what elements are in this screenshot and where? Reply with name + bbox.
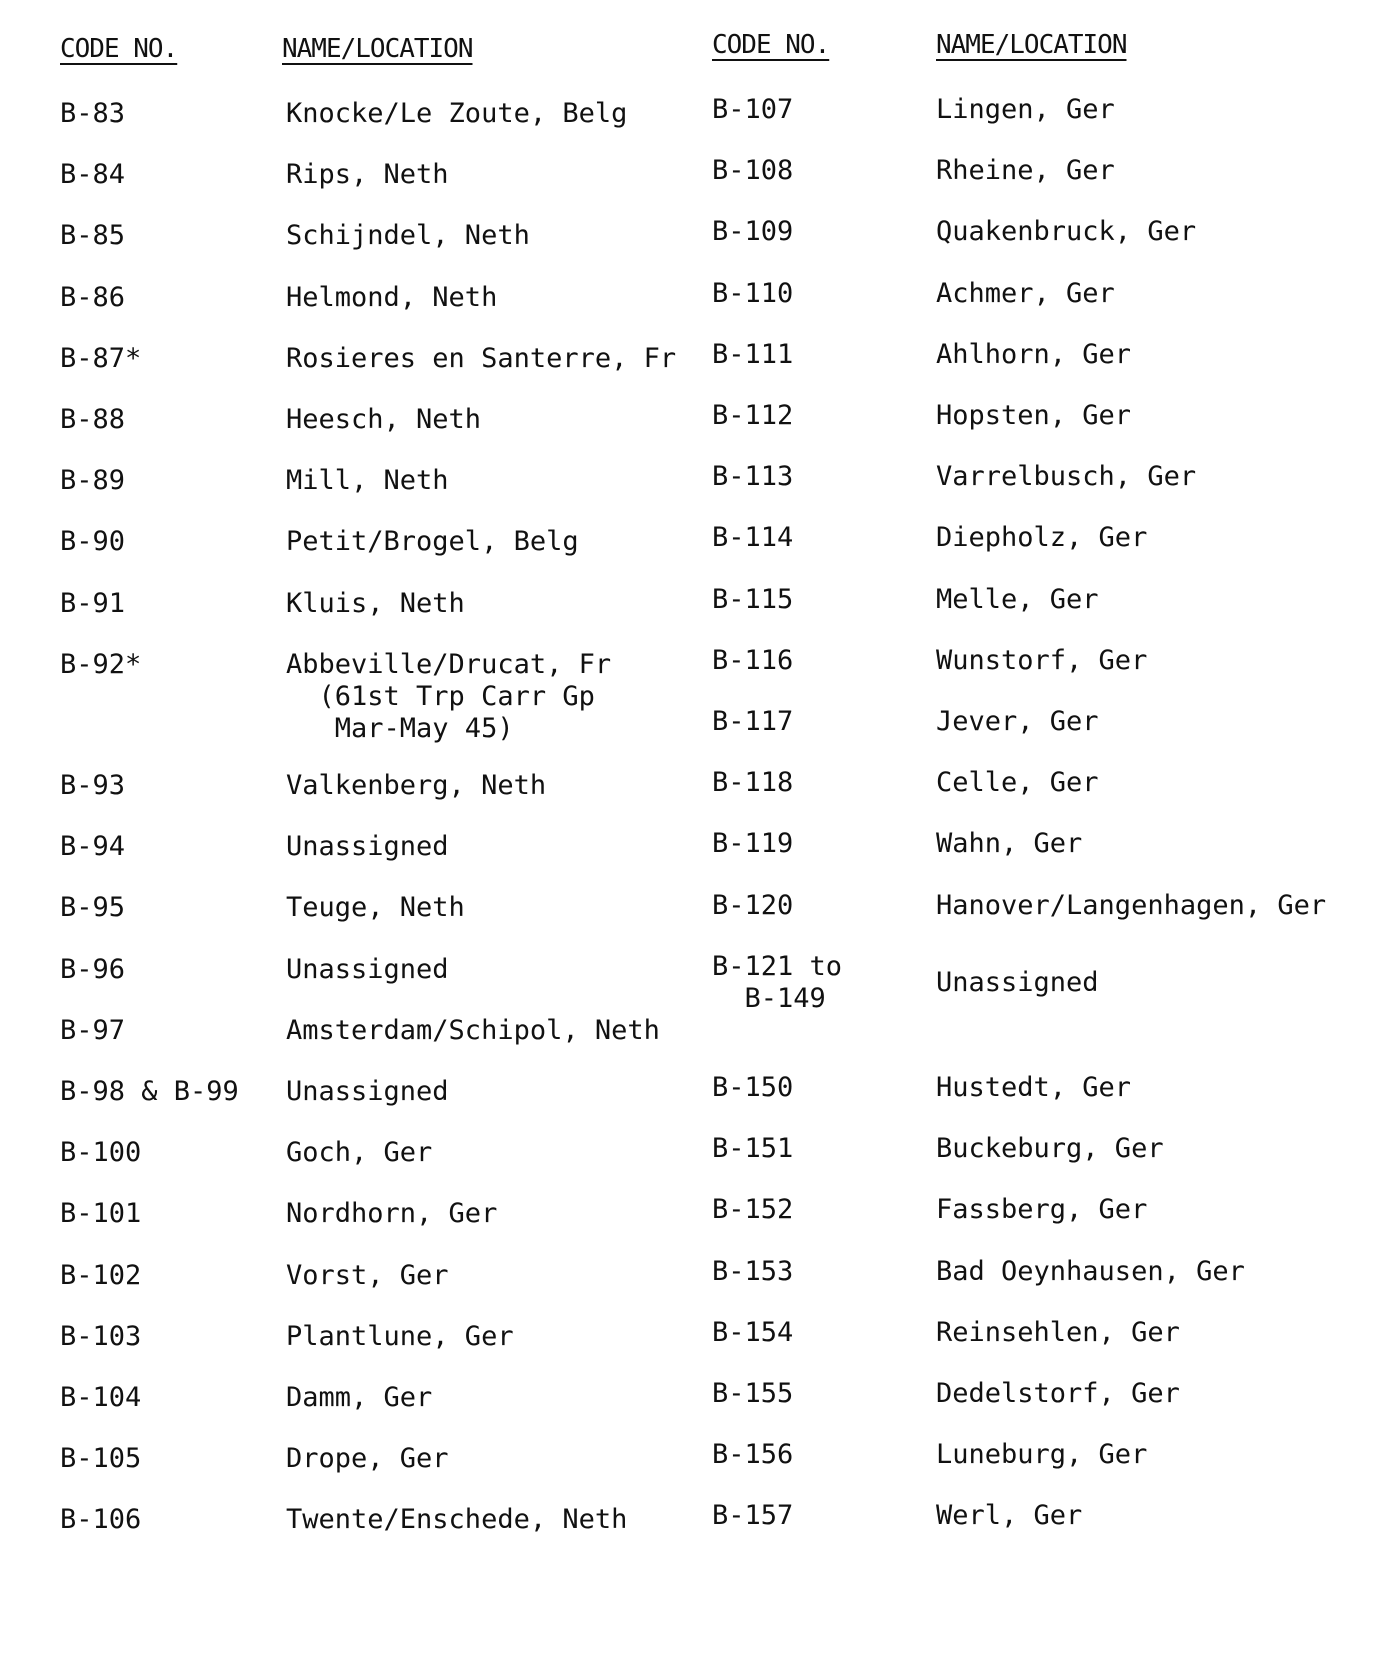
name-location-cell: Unassigned [936,966,1099,998]
code-cell: B-102 [60,1259,142,1291]
code-cell: B-105 [60,1443,142,1475]
code-cell: B-109 [712,216,794,248]
code-cell: B-118 [712,767,794,799]
right-code-header: CODE NO. [712,30,830,60]
name-location-cell: Abbeville/Drucat, Fr (61st Trp Carr Gp Mar-May 45) [286,648,612,744]
code-cell: B-154 [712,1316,794,1348]
name-location-cell: Unassigned [286,831,449,863]
name-location-cell: Hopsten, Ger [936,400,1132,431]
name-location-cell: Jever, Ger [936,706,1099,737]
name-location-cell: Unassigned [286,953,449,985]
name-location-cell: Nordhorn, Ger [286,1198,498,1230]
code-cell: B-153 [712,1255,794,1287]
code-cell: B-98 & B-99 [60,1076,239,1107]
name-location-cell: Achmer, Ger [936,277,1115,309]
name-location-cell: Wunstorf, Ger [936,644,1148,676]
code-cell: B-94 [60,831,126,863]
name-location-cell: Quakenbruck, Ger [936,216,1197,248]
code-cell: B-89 [60,465,126,497]
name-location-cell: Petit/Brogel, Belg [286,526,579,558]
name-location-cell: Vorst, Ger [286,1259,449,1291]
name-location-cell: Luneburg, Ger [936,1439,1148,1471]
name-location-cell: Damm, Ger [286,1382,433,1413]
name-location-cell: Rips, Neth [286,159,449,191]
name-location-cell: Rosieres en Santerre, Fr [286,342,677,374]
name-location-cell: Varrelbusch, Ger [936,461,1197,493]
code-cell: B-104 [60,1382,142,1413]
name-location-cell: Werl, Ger [936,1500,1083,1532]
name-location-cell: Goch, Ger [286,1137,433,1169]
name-location-cell: Kluis, Neth [286,587,465,619]
name-location-cell: Hustedt, Ger [936,1072,1132,1103]
code-cell: B-96 [60,953,126,985]
code-cell: B-121 to B-149 [712,950,843,1014]
code-cell: B-87* [60,342,142,374]
code-cell: B-150 [712,1072,794,1103]
code-cell: B-116 [712,644,794,676]
name-location-cell: Twente/Enschede, Neth [286,1504,628,1536]
name-location-cell: Heesch, Neth [286,404,482,435]
code-cell: B-115 [712,583,794,615]
code-cell: B-86 [60,281,126,313]
code-cell: B-120 [712,889,794,921]
code-cell: B-88 [60,404,126,435]
name-location-cell: Hanover/Langenhagen, Ger [936,889,1327,921]
left-name-header: NAME/LOCATION [282,34,473,64]
right-name-header: NAME/LOCATION [936,30,1127,60]
code-cell: B-151 [712,1133,794,1165]
code-cell: B-156 [712,1439,794,1471]
code-cell: B-157 [712,1500,794,1532]
name-location-cell: Bad Oeynhausen, Ger [936,1255,1245,1287]
code-cell: B-108 [712,155,794,187]
name-location-cell: Knocke/Le Zoute, Belg [286,98,628,129]
name-location-cell: Rheine, Ger [936,155,1115,187]
code-cell: B-90 [60,526,126,558]
code-cell: B-100 [60,1137,142,1169]
name-location-cell: Diepholz, Ger [936,522,1148,554]
name-location-cell: Fassberg, Ger [936,1194,1148,1226]
name-location-cell: Mill, Neth [286,465,449,497]
code-cell: B-91 [60,587,126,619]
name-location-cell: Unassigned [286,1076,449,1107]
code-cell: B-103 [60,1320,142,1352]
code-cell: B-110 [712,277,794,309]
name-location-cell: Plantlune, Ger [286,1320,514,1352]
code-cell: B-92* [60,648,142,680]
code-cell: B-155 [712,1378,794,1409]
name-location-cell: Drope, Ger [286,1443,449,1475]
code-cell: B-119 [712,828,794,860]
code-cell: B-117 [712,706,794,737]
name-location-cell: Wahn, Ger [936,828,1083,860]
name-location-cell: Reinsehlen, Ger [936,1316,1180,1348]
name-location-cell: Valkenberg, Neth [286,770,547,801]
name-location-cell: Dedelstorf, Ger [936,1378,1180,1409]
name-location-cell: Teuge, Neth [286,892,465,924]
code-cell: B-85 [60,220,126,252]
name-location-cell: Lingen, Ger [936,94,1115,125]
name-location-cell: Celle, Ger [936,767,1099,799]
code-cell: B-111 [712,338,794,370]
code-cell: B-107 [712,94,794,125]
code-cell: B-114 [712,522,794,554]
name-location-cell: Helmond, Neth [286,281,498,313]
code-cell: B-113 [712,461,794,493]
name-location-cell: Amsterdam/Schipol, Neth [286,1014,660,1046]
code-cell: B-101 [60,1198,142,1230]
left-code-header: CODE NO. [60,34,178,64]
code-cell: B-84 [60,159,126,191]
name-location-cell: Ahlhorn, Ger [936,338,1132,370]
code-cell: B-83 [60,98,126,129]
name-location-cell: Buckeburg, Ger [936,1133,1164,1165]
name-location-cell: Melle, Ger [936,583,1099,615]
code-cell: B-112 [712,400,794,431]
code-cell: B-106 [60,1504,142,1536]
code-cell: B-97 [60,1014,126,1046]
code-cell: B-95 [60,892,126,924]
name-location-cell: Schijndel, Neth [286,220,530,252]
code-cell: B-152 [712,1194,794,1226]
code-cell: B-93 [60,770,126,801]
